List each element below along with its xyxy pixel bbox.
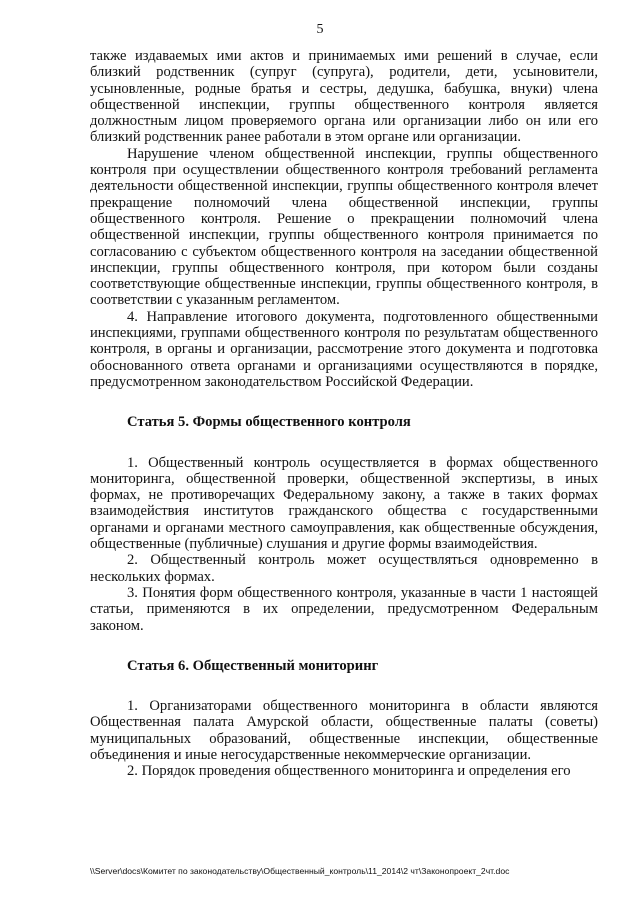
spacer xyxy=(90,431,598,455)
article-6-heading: Статья 6. Общественный мониторинг xyxy=(127,657,379,674)
article-5-paragraph-2: 2. Общественный контроль может осуществляться одновременно в нескольких формах. xyxy=(90,552,598,585)
page-number: 5 xyxy=(316,22,324,37)
paragraph-continuation: также издаваемых ими актов и принимаемых ими решений в случае, если близкий родственник (супруг (супруга), родители, дети, усыновители, усыновленные, родные братья и сестры, дедушка, бабушка, внуки) члена общественной инспекции, группы общественного контроля является должностным лицом проверяемого органа или организации либо он или его близкий родственник ранее работали в этом органе или организации. xyxy=(90,48,598,146)
article-6-paragraph-2: 2. Порядок проведения общественного мониторинга и определения его xyxy=(127,763,571,780)
article-5-paragraph-3: 3. Понятия форм общественного контроля, указанные в части 1 настоящей статьи, применяются в их определении, предусмотренном Федеральным законом. xyxy=(90,584,598,634)
document-body xyxy=(90,48,598,780)
article-6-paragraph-1: 1. Организаторами общественного мониторинга в области являются Общественная палата Амурской области, общественные палаты (советы) муниципальных образований, общественные инспекции, общественные объединения и иные негосударственные некоммерческие организации. xyxy=(90,698,598,763)
spacer xyxy=(90,674,598,698)
article-5-heading: Статья 5. Формы общественного контроля xyxy=(127,414,411,431)
footer-file-path: \\Server\docs\Комитет по законодательству\Общественный_контроль\11_2014\2 чт\Законопроект_2чт.doc xyxy=(90,866,510,876)
paragraph-violation: Нарушение членом общественной инспекции, группы общественного контроля при осуществлении общественного контроля требований регламента деятельности общественной инспекции, группы общественного контроля влечет прекращение полномочий члена общественной инспекции, группы общественного контроля. Решение о прекращении полномочий члена общественной инспекции, группы общественного контроля принимается по согласованию с субъектом общественного контроля на заседании общественной инспекции, группы общественного контроля, при котором были созданы соответствующие общественные инспекции, группы общественного контроля, в соответствии с указанным регламентом. xyxy=(90,145,598,309)
spacer xyxy=(90,634,598,658)
spacer xyxy=(90,390,598,414)
article-5-paragraph-1: 1. Общественный контроль осуществляется в формах общественного мониторинга, общественной проверки, общественной экспертизы, в иных формах, не противоречащих Федеральному закону, а также в таких формах взаимодействия институтов гражданского общества с государственными органами и органами местного самоуправления, как общественные обсуждения, общественные (публичные) слушания и другие формы взаимодействия. xyxy=(90,454,598,553)
paragraph-point-4: 4. Направление итогового документа, подготовленного общественными инспекциями, группами общественного контроля по результатам общественного контроля, в органы и организации, рассмотрение этого документа и подготовка обоснованного ответа органами и организациями осуществляются в порядке, предусмотренном законодательством Российской Федерации. xyxy=(90,308,598,390)
